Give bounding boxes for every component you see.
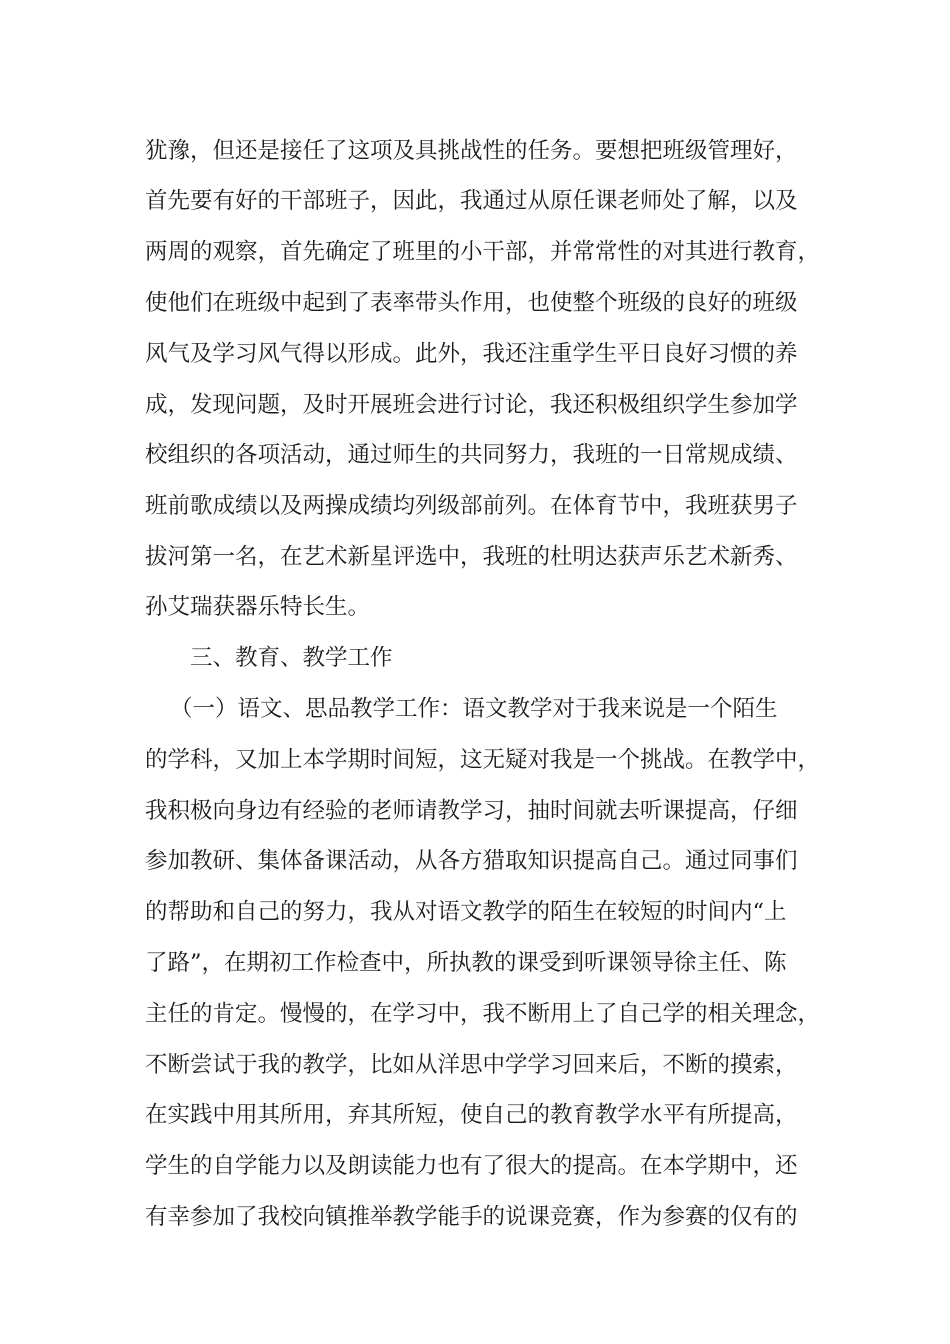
text-line: 成，发现问题，及时开展班会进行讨论，我还积极组织学生参加学	[145, 392, 798, 418]
text-line: 拔河第一名，在艺术新星评选中，我班的杜明达获声乐艺术新秀、	[145, 544, 798, 570]
text-line: 使他们在班级中起到了表率带头作用，也使整个班级的良好的班级	[145, 290, 798, 316]
text-line: 班前歌成绩以及两操成绩均列级部前列。在体育节中，我班获男子	[145, 493, 798, 519]
text-line: 我积极向身边有经验的老师请教学习，抽时间就去听课提高，仔细	[145, 798, 798, 824]
text-line: 的帮助和自己的努力，我从对语文教学的陌生在较短的时间内“上	[145, 899, 787, 925]
section-heading: 三、教育、教学工作	[190, 645, 393, 671]
text-line: 学生的自学能力以及朗读能力也有了很大的提高。在本学期中，还	[145, 1153, 798, 1179]
text-line: 首先要有好的干部班子，因此，我通过从原任课老师处了解，以及	[145, 188, 798, 214]
text-line: 校组织的各项活动，通过师生的共同努力，我班的一日常规成绩、	[145, 442, 798, 468]
text-line: 的学科，又加上本学期时间短，这无疑对我是一个挑战。在教学中，	[145, 747, 821, 773]
subsection-heading: （一）语文、思品教学工作：语文教学对于我来说是一个陌生	[170, 696, 778, 722]
text-line: 参加教研、集体备课活动，从各方猎取知识提高自己。通过同事们	[145, 848, 798, 874]
text-line: 不断尝试于我的教学，比如从洋思中学学习回来后，不断的摸索，	[145, 1052, 798, 1078]
text-line: 两周的观察，首先确定了班里的小干部，并常常性的对其进行教育，	[145, 239, 821, 265]
text-line: 主任的肯定。慢慢的，在学习中，我不断用上了自己学的相关理念，	[145, 1001, 821, 1027]
text-line: 孙艾瑞获器乐特长生。	[145, 594, 371, 620]
text-line: 在实践中用其所用，弃其所短，使自己的教育教学水平有所提高，	[145, 1102, 798, 1128]
text-line: 风气及学习风气得以形成。此外，我还注重学生平日良好习惯的养	[145, 341, 798, 367]
text-line: 有幸参加了我校向镇推举教学能手的说课竞赛，作为参赛的仅有的	[145, 1204, 798, 1230]
text-line: 了路”，在期初工作检查中，所执教的课受到听课领导徐主任、陈	[145, 950, 787, 976]
text-line: 犹豫，但还是接任了这项及具挑战性的任务。要想把班级管理好，	[145, 138, 798, 164]
